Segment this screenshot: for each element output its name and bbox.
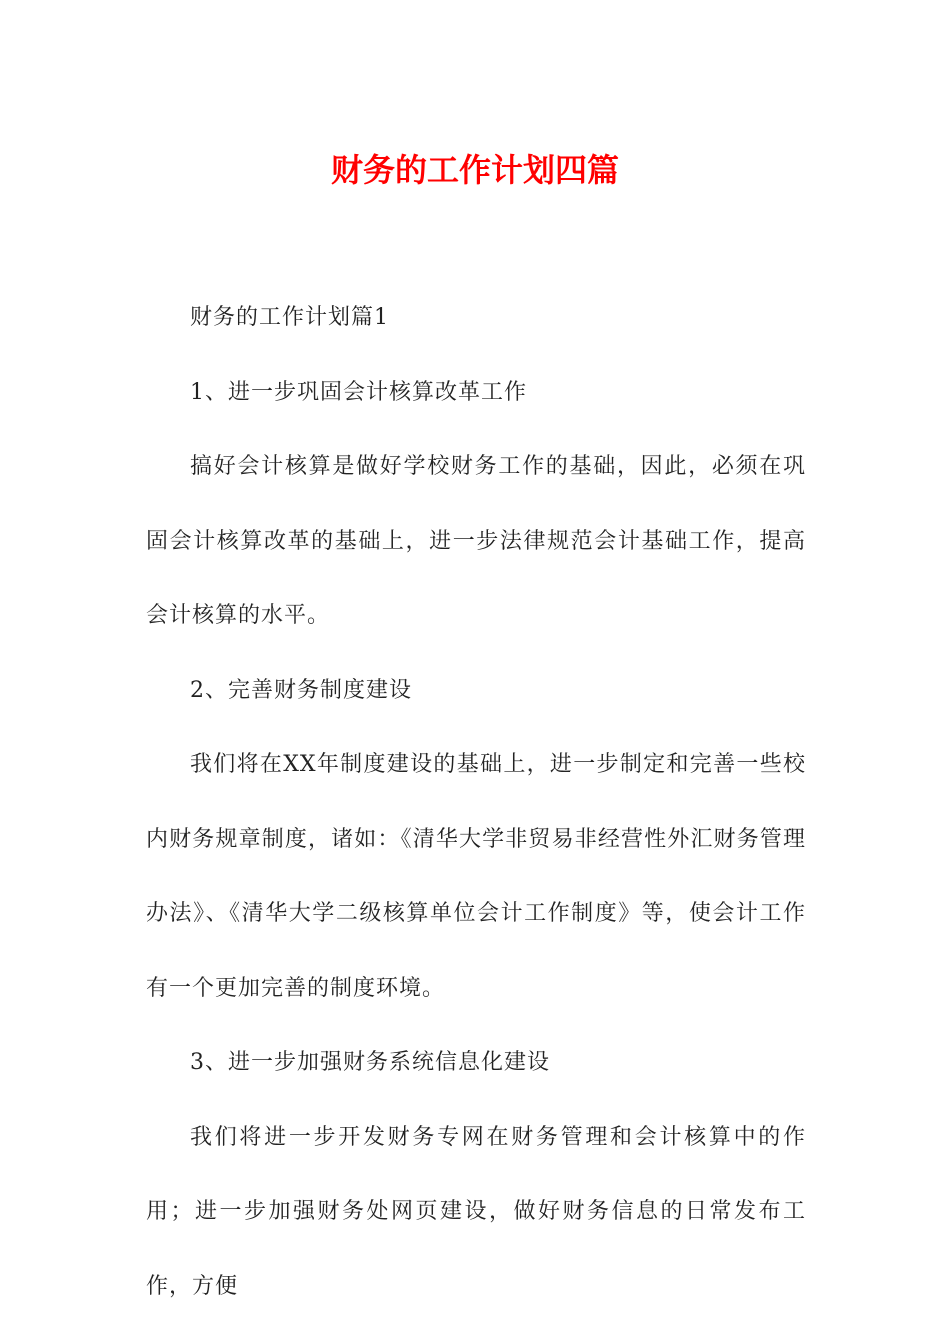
document-body <box>146 281 806 1324</box>
list-item-heading: 1、进一步巩固会计核算改革工作 <box>190 379 527 405</box>
section-heading: 财务的工作计划篇1 <box>190 305 389 330</box>
list-item-heading: 3、进一步加强财务系统信息化建设 <box>190 1050 550 1075</box>
body-paragraph: 我们将进一步开发财务专网在财务管理和会计核算中的作用；进一步加强财务处网页建设，做好财务信息的日常发布工作，方便 <box>146 1124 806 1299</box>
body-paragraph: 我们将在XX年制度建设的基础上，进一步制定和完善一些校内财务规章制度，诸如：《清华大学非贸易非经营性外汇财务管理办法》、《清华大学二级核算单位会计工作制度》等，使会计工作有一个更加完善的制度环境。 <box>146 752 806 1001</box>
list-item-heading: 2、完善财务制度建设 <box>190 677 412 703</box>
body-paragraph: 搞好会计核算是做好学校财务工作的基础，因此，必须在巩固会计核算改革的基础上，进一步法律规范会计基础工作，提高会计核算的水平。 <box>146 454 806 628</box>
document-title: 财务的工作计划四篇 <box>330 151 619 189</box>
